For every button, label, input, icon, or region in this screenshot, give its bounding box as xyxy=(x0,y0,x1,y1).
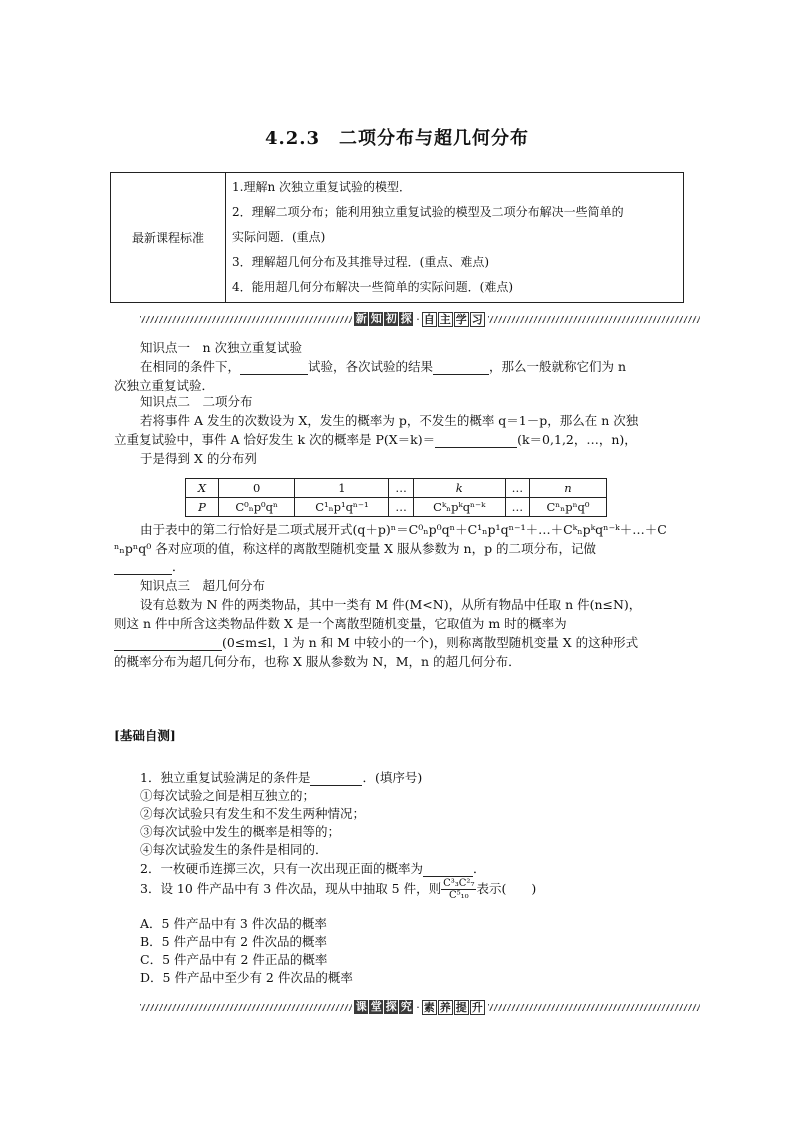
course-standards-label: 最新课程标准 xyxy=(111,173,226,303)
question-1-option: ④每次试验发生的条件是相同的． xyxy=(140,842,328,857)
course-standards-items xyxy=(226,173,684,303)
table-cell: C¹ₙp¹qⁿ⁻¹ xyxy=(295,498,389,517)
kp3-line3 xyxy=(114,633,638,651)
banner-char: 究 xyxy=(400,1000,412,1013)
fill-blank[interactable] xyxy=(423,863,473,877)
banner-stripes-left xyxy=(140,1004,352,1011)
table-cell: Cⁿₙpⁿq⁰ xyxy=(530,498,607,517)
text-span: 2．一枚硬币连掷三次，只有一次出现正面的概率为 xyxy=(140,861,423,876)
standard-item: 4．能用超几何分布解决一些简单的实际问题．(难点) xyxy=(232,280,514,294)
banner-char: 新 xyxy=(355,312,367,325)
table-cell: k xyxy=(413,479,505,498)
page-title: 4.2.3 二项分布与超几何分布 xyxy=(264,128,530,149)
table-cell: … xyxy=(505,498,529,517)
kp2-after3 xyxy=(114,557,185,575)
fill-blank[interactable] xyxy=(310,772,362,786)
table-cell: n xyxy=(530,479,607,498)
question-3-option: A．5 件产品中有 3 件次品的概率 xyxy=(140,916,327,931)
question-1-option: ①每次试验之间是相互独立的； xyxy=(140,788,316,803)
text-span: ． xyxy=(472,861,486,876)
banner-char: 探 xyxy=(385,1000,397,1013)
banner-char: 自 xyxy=(423,312,435,326)
fill-blank[interactable] xyxy=(435,434,517,448)
kp3-line2: 则这 n 件中所含这类物品件数 X 是一个离散型随机变量，它取值为 m 时的概率为 xyxy=(114,616,567,631)
banner-stripes-right xyxy=(488,1004,700,1011)
table-cell: … xyxy=(389,479,413,498)
kp3-line4: 的概率分布为超几何分布，也称 X 服从参数为 N，M，n 的超几何分布． xyxy=(114,654,521,669)
fill-blank[interactable] xyxy=(114,561,172,575)
table-cell: 1 xyxy=(295,479,389,498)
standard-item: 1.理解n 次独立重复试验的模型． xyxy=(232,180,411,194)
distribution-table xyxy=(185,478,607,517)
question-1-option: ②每次试验只有发生和不发生两种情况； xyxy=(140,806,366,821)
text-span: 1．独立重复试验满足的条件是 xyxy=(140,770,311,785)
kp3-line1: 设有总数为 N 件的两类物品，其中一类有 M 件(M<N)，从所有物品中任取 n 件(n≤N)， xyxy=(140,597,642,612)
question-1-option: ③每次试验中发生的概率是相等的； xyxy=(140,824,341,839)
banner-dot: · xyxy=(416,312,420,326)
banner-char: 素 xyxy=(423,1000,435,1014)
banner-dot: · xyxy=(416,1000,420,1014)
fill-blank[interactable] xyxy=(114,637,222,651)
table-cell: P xyxy=(186,498,219,517)
banner-stripes-right xyxy=(488,316,700,323)
kp2-line2 xyxy=(114,430,637,448)
course-standards-table xyxy=(110,172,684,303)
banner-char: 养 xyxy=(439,1000,451,1014)
banner-char: 学 xyxy=(455,312,467,326)
question-3-option: C．5 件产品中有 2 件正品的概率 xyxy=(140,952,328,967)
banner-char: 课 xyxy=(355,1000,367,1013)
question-3-option: D．5 件产品中至少有 2 件次品的概率 xyxy=(140,970,353,985)
banner-char: 堂 xyxy=(370,1000,382,1013)
table-cell: X xyxy=(186,479,219,498)
banner-char: 探 xyxy=(400,312,412,325)
banner-stripes-left xyxy=(140,316,352,323)
standard-item: 实际问题．(重点) xyxy=(232,230,326,244)
text-span: ． xyxy=(172,559,185,574)
text-span: 立重复试验中，事件 A 恰好发生 k 次的概率是 P(X＝k)＝ xyxy=(114,432,436,447)
table-cell: 0 xyxy=(219,479,295,498)
question-2 xyxy=(140,859,485,877)
text-span: 表示( ) xyxy=(476,881,537,896)
kp1-line2: 次独立重复试验． xyxy=(114,378,215,393)
section-banner-classroom xyxy=(140,999,700,1015)
kp2-line1: 若将事件 A 发生的次数设为 X，发生的概率为 p，不发生的概率 q＝1－p，那么在 n 次独 xyxy=(140,413,639,428)
text-span: 试验，各次试验的结果 xyxy=(308,359,434,374)
kp1-heading: 知识点一 n 次独立重复试验 xyxy=(140,340,303,355)
banner-char: 知 xyxy=(370,312,382,325)
fill-blank[interactable] xyxy=(240,361,308,375)
fraction-denominator: C⁵₁₀ xyxy=(448,890,469,901)
text-span: 在相同的条件下， xyxy=(140,359,241,374)
text-span: 3．设 10 件产品中有 3 件次品，现从中抽取 5 件，则 xyxy=(140,881,442,896)
text-span: ．(填序号) xyxy=(362,770,423,785)
question-3 xyxy=(140,878,536,901)
table-cell: Cᵏₙpᵏqⁿ⁻ᵏ xyxy=(413,498,505,517)
text-span: ，那么一般就称它们为 n xyxy=(489,359,627,374)
kp3-heading: 知识点三 超几何分布 xyxy=(140,578,266,593)
banner-char: 主 xyxy=(439,312,451,326)
section-banner-new-knowledge xyxy=(140,311,700,327)
self-test-heading: [基础自测] xyxy=(114,728,176,743)
kp2-after2: ⁿₙpⁿq⁰ 各对应项的值，称这样的离散型随机变量 X 服从参数为 n，p 的二项分布，记做 xyxy=(114,541,597,556)
kp2-heading: 知识点二 二项分布 xyxy=(140,394,253,409)
kp2-line3: 于是得到 X 的分布列 xyxy=(140,451,257,466)
text-span: (k＝0,1,2，…，n)， xyxy=(517,432,637,447)
banner-char: 升 xyxy=(471,1000,483,1014)
standard-item: 2．理解二项分布；能利用独立重复试验的模型及二项分布解决一些简单的 xyxy=(232,205,624,219)
table-row xyxy=(186,498,607,517)
banner-char: 习 xyxy=(471,312,483,326)
banner-char: 提 xyxy=(455,1000,467,1014)
table-cell: C⁰ₙp⁰qⁿ xyxy=(219,498,295,517)
question-1 xyxy=(140,768,422,786)
banner-char: 初 xyxy=(385,312,397,325)
table-cell: … xyxy=(505,479,529,498)
question-3-fraction xyxy=(441,878,476,901)
kp2-after1: 由于表中的第二行恰好是二项式展开式(q＋p)ⁿ＝C⁰ₙp⁰qⁿ＋C¹ₙp¹qⁿ⁻¹＋…＋Cᵏₙpᵏqⁿ⁻ᵏ＋…＋C xyxy=(140,522,667,537)
table-cell: … xyxy=(389,498,413,517)
text-span: (0≤m≤l，l 为 n 和 M 中较小的一个)，则称离散型随机变量 X 的这种形式 xyxy=(222,635,639,650)
standard-item: 3．理解超几何分布及其推导过程．(重点、难点) xyxy=(232,255,489,269)
fill-blank[interactable] xyxy=(433,361,489,375)
kp1-line1 xyxy=(140,357,626,375)
question-3-option: B．5 件产品中有 2 件次品的概率 xyxy=(140,934,328,949)
fraction-numerator: C³₃C²₇ xyxy=(443,878,475,889)
table-row xyxy=(186,479,607,498)
